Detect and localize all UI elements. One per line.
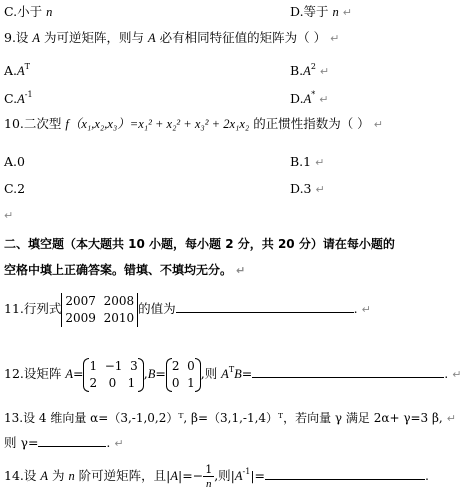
q10-option-b: B.1 ↵	[290, 154, 325, 169]
q13-answer-blank[interactable]	[38, 434, 106, 447]
q9-option-a: $A.A^T$	[4, 62, 30, 78]
q10-option-c: C.2	[4, 181, 26, 196]
q9-option-c: $C.A^{-1}$	[4, 90, 33, 106]
q9-option-b: $B.A^2$ ↵	[290, 62, 330, 78]
q12-line: 12.设矩阵 A=1 −1 3 2 0 1,B=2 0 0 1,则 $A^TB=$ . ↵	[4, 358, 462, 390]
q9-stem: 9.设 A 为可逆矩阵，则与 A 必有相同特征值的矩阵为（ ） ↵	[4, 30, 340, 45]
q12-matrix-a: 1 −1 3 2 0 1	[83, 358, 143, 392]
q14-answer-blank[interactable]	[265, 467, 425, 480]
q14-line: 14.设 A 为 n 阶可逆矩阵，且|A|=− $\frac{1}{n}$,则$|A^{-1}|=$ .	[4, 462, 429, 490]
q12-answer-blank[interactable]	[252, 365, 444, 378]
q8-option-c: C.小于 n	[4, 4, 53, 19]
blank-line-marker: ↵	[4, 209, 14, 222]
section2-heading-line1: 二、填空题（本大题共 10 小题，每小题 2 分，共 20 分）请在每小题的	[4, 237, 395, 251]
q8-option-d: D.等于 n ↵	[290, 4, 352, 19]
q11-answer-blank[interactable]	[176, 300, 354, 313]
q13-line1: 13.设 4 维向量 α=（3,-1,0,2）ᵀ, β=（3,1,-1,4）ᵀ，若向量 γ 满足 2α+ γ=3 β, ↵	[4, 411, 456, 425]
q12-matrix-b: 2 0 0 1	[166, 358, 201, 392]
section2-heading-line2: 空格中填上正确答案。错填、不填均无分。 ↵	[4, 263, 246, 277]
q13-line2: 则 γ= . ↵	[4, 435, 124, 450]
q9-option-d: D.A* ↵	[290, 90, 329, 106]
q10-option-d: D.3 ↵	[290, 181, 325, 196]
q10-option-a: A.0	[4, 154, 25, 169]
q11-determinant: 2007 2008 2009 2010	[61, 293, 138, 327]
q14-fraction: $\frac{1}{n}$	[205, 462, 213, 490]
q11-line: 11.行列式2007 2008 2009 2010的值为 . ↵	[4, 293, 371, 325]
q10-stem: 10.二次型 f（x₁,x₂,x₃）=x₁² + x₂² + x₃² + 2x₁x₂ 的正惯性指数为（ ） ↵	[4, 116, 383, 131]
